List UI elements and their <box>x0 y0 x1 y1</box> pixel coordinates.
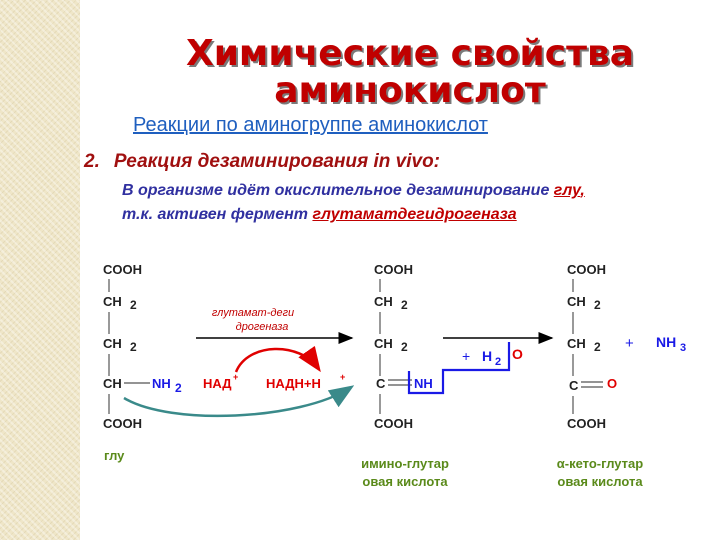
nadh-charge: + <box>340 372 346 382</box>
page-title-line2: аминокислот <box>274 70 546 111</box>
subscript: 2 <box>401 298 408 312</box>
ammonia: NH <box>656 334 677 350</box>
enzyme-label-line2: дрогеназа <box>235 321 289 333</box>
cooh-top: COOH <box>103 262 142 277</box>
ch2-lower: CH <box>103 336 122 351</box>
description-text: В организме идёт окислительное дезаминирование <box>122 182 554 199</box>
water-reagent <box>462 346 523 368</box>
reaction-label: Реакция дезаминирования in vivo: <box>113 151 441 172</box>
label-imino-line2: овая кислота <box>362 474 448 489</box>
subscript: 2 <box>175 381 182 395</box>
h2o-oxygen: O <box>512 346 523 362</box>
subscript: 2 <box>401 340 408 354</box>
subscript: 3 <box>680 342 687 354</box>
subscript: 2 <box>130 340 137 354</box>
ch2-upper: CH <box>374 294 393 309</box>
ch2-lower: CH <box>567 336 586 351</box>
molecule-iminoglutarate <box>374 262 433 431</box>
subscript: 2 <box>495 356 502 368</box>
c-alpha: C <box>376 376 386 391</box>
transfer-arrow <box>124 388 350 416</box>
nh-group: NH <box>414 376 433 391</box>
nh2-group: NH <box>152 376 171 391</box>
section-subtitle: Реакции по аминогруппе аминокислот <box>133 114 488 136</box>
highlight-enzyme: глутаматдегидрогеназа <box>312 206 517 223</box>
h2o-hydrogen: H <box>482 348 493 364</box>
cooh-top: COOH <box>567 262 606 277</box>
compound-labels <box>104 448 643 489</box>
cooh-bottom: COOH <box>374 416 413 431</box>
label-keto-line1: α-кето-глутар <box>556 456 644 471</box>
reaction-number: 2. <box>84 151 100 172</box>
molecule-ketoglutarate <box>567 262 617 431</box>
cooh-bottom: COOH <box>567 416 606 431</box>
page-title-line1: Химические свойства <box>185 33 635 74</box>
nad-charge: + <box>233 372 239 382</box>
subscript: 2 <box>130 298 137 312</box>
coenzyme-arrow <box>236 349 318 372</box>
nadh-label: НАДН+Н <box>266 376 321 391</box>
description-text: т.к. активен фермент <box>122 206 313 223</box>
description-comma: , <box>580 182 585 199</box>
label-keto-line2: овая кислота <box>557 474 643 489</box>
ch2-upper: CH <box>103 294 122 309</box>
coenzymes <box>203 372 345 391</box>
label-imino-line1: имино-глутар <box>361 456 449 471</box>
plus-sign: + <box>462 348 471 364</box>
subscript: 2 <box>594 298 601 312</box>
cooh-top: COOH <box>374 262 413 277</box>
ch-alpha: CH <box>103 376 122 391</box>
keto-oxygen: O <box>607 376 618 391</box>
label-glu: глу <box>104 448 125 463</box>
c-alpha: C <box>569 378 579 393</box>
cooh-bottom: COOH <box>103 416 142 431</box>
highlight-glu: глу <box>553 182 581 199</box>
ch2-upper: CH <box>567 294 586 309</box>
ch2-lower: CH <box>374 336 393 351</box>
plus-sign: + <box>625 335 634 352</box>
enzyme-label-line1: глутамат-деги <box>211 307 295 319</box>
subscript: 2 <box>594 340 601 354</box>
nad-label: НАД <box>203 376 232 391</box>
